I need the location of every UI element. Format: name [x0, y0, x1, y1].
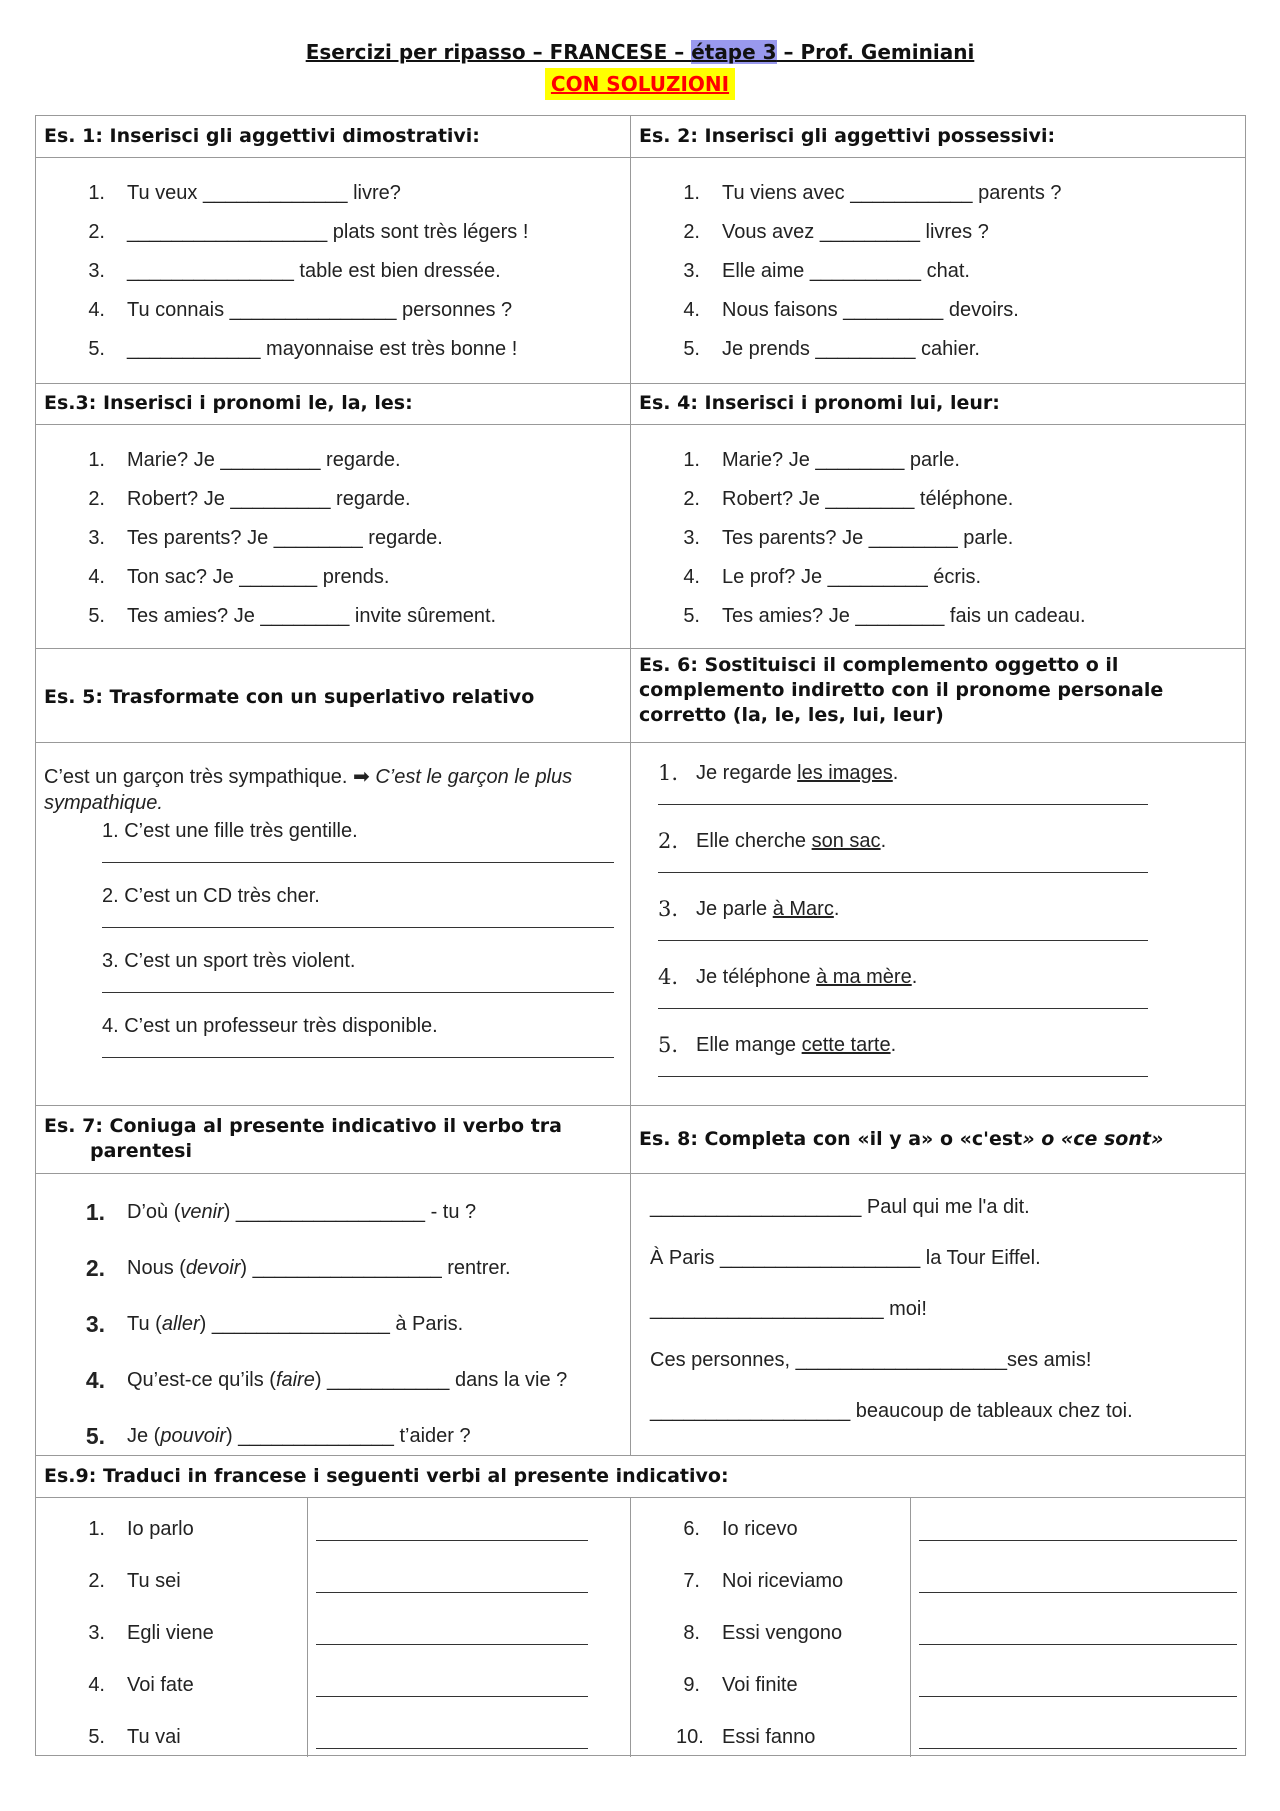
list-item: À Paris __________________ la Tour Eiffel.: [650, 1247, 1041, 1269]
divider: [36, 1105, 1245, 1106]
list-item: 5. Tes amies? Je ________ fais un cadeau.: [683, 605, 1086, 627]
list-item: 3. _______________ table est bien dressée.: [88, 260, 501, 282]
list-item: 2. Robert? Je _________ regarde.: [88, 488, 411, 510]
divider: [36, 424, 1245, 425]
ex7-body: [81, 1184, 621, 1464]
list-item: 4. Tu connais _______________ personnes ?: [88, 299, 513, 321]
exercise-grid: [35, 115, 1246, 1756]
list-item: 5. ____________ mayonnaise est très bonne !: [88, 338, 518, 360]
list-item: 1. Marie? Je ________ parle.: [683, 449, 960, 471]
answer-line[interactable]: [316, 1644, 588, 1645]
list-item: 3. Elle aime __________ chat.: [683, 260, 970, 282]
answer-line[interactable]: [658, 992, 1148, 1009]
title-part-2: – Prof. Geminiani: [776, 40, 975, 64]
answer-line[interactable]: [658, 1060, 1148, 1077]
answer-line[interactable]: [316, 1592, 588, 1593]
list-item: 5. Tes amies? Je ________ invite sûrement.: [88, 605, 497, 627]
answer-line[interactable]: [102, 846, 614, 863]
ex1-title: Es. 1: Inserisci gli aggettivi dimostrativi:: [44, 125, 480, 147]
list-item: 5. Elle mange cette tarte.: [658, 1030, 1218, 1098]
worksheet-header: [0, 36, 1280, 100]
list-item: 2. Nous (devoir) _________________ rentrer.: [85, 1255, 511, 1281]
answer-line[interactable]: [658, 924, 1148, 941]
list-item: 4. C’est un professeur très disponible.: [44, 1011, 624, 1076]
list-item: 5. Je prends _________ cahier.: [683, 338, 980, 360]
list-item: ___________________ Paul qui me l'a dit.: [650, 1196, 1030, 1218]
ex7-list: [81, 1184, 621, 1464]
list-item: 2. Robert? Je ________ téléphone.: [683, 488, 1014, 510]
ex4-body: [676, 441, 1236, 636]
list-item: 3. Tu (aller) ________________ à Paris.: [85, 1311, 464, 1337]
ex5-example: C’est un garçon très sympathique. ➡ C’est le garçon le plus sympathique.: [44, 766, 573, 814]
ex3-title: Es.3: Inserisci i pronomi le, la, les:: [44, 392, 413, 414]
list-item: 4. Ton sac? Je _______ prends.: [88, 566, 390, 588]
list-item: 1. Tu viens avec ___________ parents ?: [683, 182, 1062, 204]
ex6-body: [658, 758, 1218, 1098]
list-item: _____________________ moi!: [650, 1298, 927, 1320]
ex9-title: Es.9: Traduci in francese i seguenti verbi al presente indicativo:: [44, 1465, 729, 1487]
list-item: 2. Vous avez _________ livres ?: [683, 221, 989, 243]
divider: [36, 1173, 1245, 1174]
answer-line[interactable]: [102, 911, 614, 928]
solutions-label: CON SOLUZIONI: [545, 68, 735, 100]
divider: [36, 383, 1245, 384]
ex4-list: [676, 441, 1236, 636]
answer-line[interactable]: [919, 1748, 1237, 1749]
ex7-title: Es. 7: Coniuga al presente indicativo il verbo tra parentesi: [44, 1115, 562, 1162]
list-item: 1. D’où (venir) _________________ - tu ?: [85, 1199, 477, 1225]
list-item: 1. Je regarde les images.: [658, 758, 1218, 826]
answer-line[interactable]: [102, 976, 614, 993]
answer-line[interactable]: [658, 856, 1148, 873]
ex5-title: Es. 5: Trasformate con un superlativo relativo: [44, 686, 535, 708]
ex3-body: [81, 441, 621, 636]
ex3-list: [81, 441, 621, 636]
answer-line[interactable]: [919, 1540, 1237, 1541]
list-item: 2. Elle cherche son sac.: [658, 826, 1218, 894]
answer-line[interactable]: [658, 788, 1148, 805]
answer-line[interactable]: [102, 1041, 614, 1058]
answer-line[interactable]: [919, 1696, 1237, 1697]
list-item: 3. Je parle à Marc.: [658, 894, 1218, 962]
list-item: 1. Marie? Je _________ regarde.: [88, 449, 401, 471]
ex1-list: [81, 174, 621, 369]
ex4-title: Es. 4: Inserisci i pronomi lui, leur:: [639, 392, 1000, 414]
answer-line[interactable]: [919, 1644, 1237, 1645]
divider: [630, 116, 631, 1455]
list-item: 4. Je téléphone à ma mère.: [658, 962, 1218, 1030]
list-item: 4. Le prof? Je _________ écris.: [683, 566, 982, 588]
ex8-body: [650, 1182, 1240, 1437]
list-item: 3. C’est un sport très violent.: [44, 946, 624, 1011]
divider: [36, 648, 1245, 649]
list-item: 4. Nous faisons _________ devoirs.: [683, 299, 1019, 321]
ex9-body: 1. Io parlo 2. Tu sei 3. Egli viene 4. Voi fate 5. Tu vai 6. Io ricevo 7. Noi riceviamo 8. Essi vengono 9. Voi finite 10. Essi fanno: [36, 1497, 1247, 1757]
title-highlight: étape 3: [691, 40, 777, 64]
ex5-body: [44, 764, 624, 1076]
list-item: 2. C’est un CD très cher.: [44, 881, 624, 946]
answer-line[interactable]: [316, 1696, 588, 1697]
answer-line[interactable]: [316, 1540, 588, 1541]
list-item: 3. Tes parents? Je ________ parle.: [683, 527, 1014, 549]
list-item: 1. C’est une fille très gentille.: [44, 816, 624, 881]
list-item: 5. Je (pouvoir) ______________ t’aider ?: [85, 1423, 471, 1449]
worksheet-title: [0, 36, 1280, 68]
ex2-body: [676, 174, 1236, 369]
list-item: 1. Tu veux _____________ livre?: [88, 182, 401, 204]
list-item: 2. __________________ plats sont très légers !: [88, 221, 529, 243]
divider: [36, 157, 1245, 158]
answer-line[interactable]: [919, 1592, 1237, 1593]
ex6-title: Es. 6: Sostituisci il complemento oggetto o il complemento indiretto con il pronome personale corretto (la, le, les, lui, leur): [639, 654, 1164, 726]
answer-line[interactable]: [316, 1748, 588, 1749]
divider: [36, 742, 1245, 743]
ex8-title: Es. 8: Completa con «il y a» o «c'est» o «ce sont»: [639, 1128, 1164, 1150]
ex2-title: Es. 2: Inserisci gli aggettivi possessivi:: [639, 125, 1056, 147]
list-item: 4. Qu’est-ce qu’ils (faire) ___________ dans la vie ?: [85, 1367, 568, 1393]
list-item: Ces personnes, ___________________ses amis!: [650, 1349, 1092, 1371]
list-item: __________________ beaucoup de tableaux chez toi.: [650, 1400, 1133, 1422]
title-part-1: Esercizi per ripasso – FRANCESE –: [305, 40, 692, 64]
ex1-body: [81, 174, 621, 369]
ex2-list: [676, 174, 1236, 369]
list-item: 3. Tes parents? Je ________ regarde.: [88, 527, 443, 549]
